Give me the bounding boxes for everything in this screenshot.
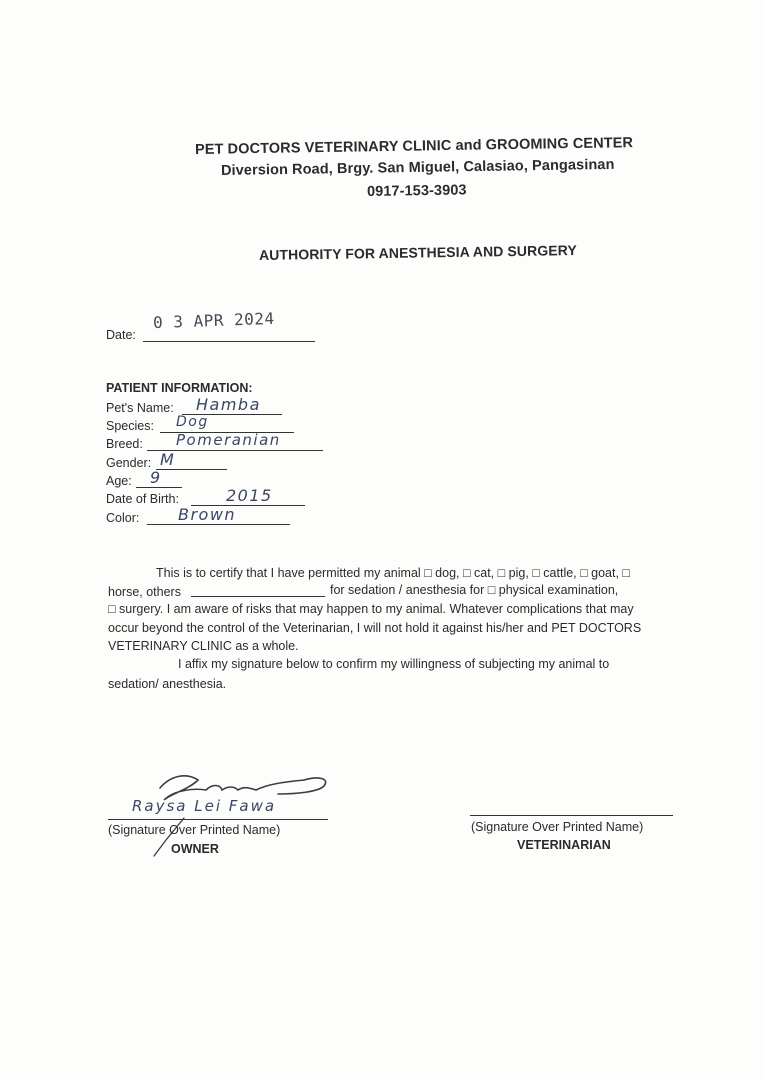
breed-label: Breed: xyxy=(106,437,143,451)
consent-line-2a: horse, others xyxy=(108,585,181,599)
gender-line xyxy=(156,469,227,470)
date-stamp: 0 3 APR 2024 xyxy=(152,308,275,333)
age-label: Age: xyxy=(106,474,132,488)
clinic-address: Diversion Road, Brgy. San Miguel, Calasiao, Pangasinan xyxy=(220,156,615,179)
consent-line-2b: for sedation / anesthesia for □ physical examination, xyxy=(330,583,619,597)
age-value: 9 xyxy=(150,468,162,487)
owner-signature-line xyxy=(108,819,328,820)
owner-role: OWNER xyxy=(171,842,219,856)
date-line xyxy=(143,341,315,342)
consent-line-5: VETERINARY CLINIC as a whole. xyxy=(108,639,299,653)
consent-line-7: sedation/ anesthesia. xyxy=(108,677,227,691)
color-line xyxy=(147,524,290,525)
species-label: Species: xyxy=(106,419,154,433)
form-title: AUTHORITY FOR ANESTHESIA AND SURGERY xyxy=(258,242,577,263)
consent-line-4: occur beyond the control of the Veterinarian, I will not hold it against his/her and PET DOCTORS xyxy=(108,621,642,635)
color-label: Color: xyxy=(106,511,140,525)
vet-role: VETERINARIAN xyxy=(517,838,611,852)
consent-line-1: This is to certify that I have permitted my animal □ dog, □ cat, □ pig, □ cattle, □ goat, □ xyxy=(156,566,630,580)
consent-line-3: □ surgery. I am aware of risks that may happen to my animal. Whatever complications that may xyxy=(108,602,634,616)
dob-value: 2015 xyxy=(226,486,273,505)
owner-signature-caption: (Signature Over Printed Name) xyxy=(108,823,281,837)
consent-line-6: I affix my signature below to confirm my willingness of subjecting my animal to xyxy=(178,657,610,671)
pet-name-value: Hamba xyxy=(196,395,261,414)
owner-printed-name: Raysa Lei Fawa xyxy=(132,797,277,815)
pet-name-label: Pet's Name: xyxy=(106,401,174,415)
clinic-name: PET DOCTORS VETERINARY CLINIC and GROOMING CENTER xyxy=(194,135,634,158)
age-line xyxy=(136,487,182,488)
clinic-phone: 0917-153-3903 xyxy=(366,182,467,200)
vet-signature-line xyxy=(470,815,673,816)
color-value: Brown xyxy=(178,505,237,524)
dob-label: Date of Birth: xyxy=(106,492,179,506)
gender-value: M xyxy=(160,450,176,469)
breed-value: Pomeranian xyxy=(176,431,281,449)
others-line xyxy=(191,596,325,597)
species-value: Dog xyxy=(176,414,209,430)
patient-info-heading: PATIENT INFORMATION: xyxy=(106,381,253,395)
date-label: Date: xyxy=(106,328,136,342)
vet-signature-caption: (Signature Over Printed Name) xyxy=(471,820,644,834)
gender-label: Gender: xyxy=(106,456,152,470)
